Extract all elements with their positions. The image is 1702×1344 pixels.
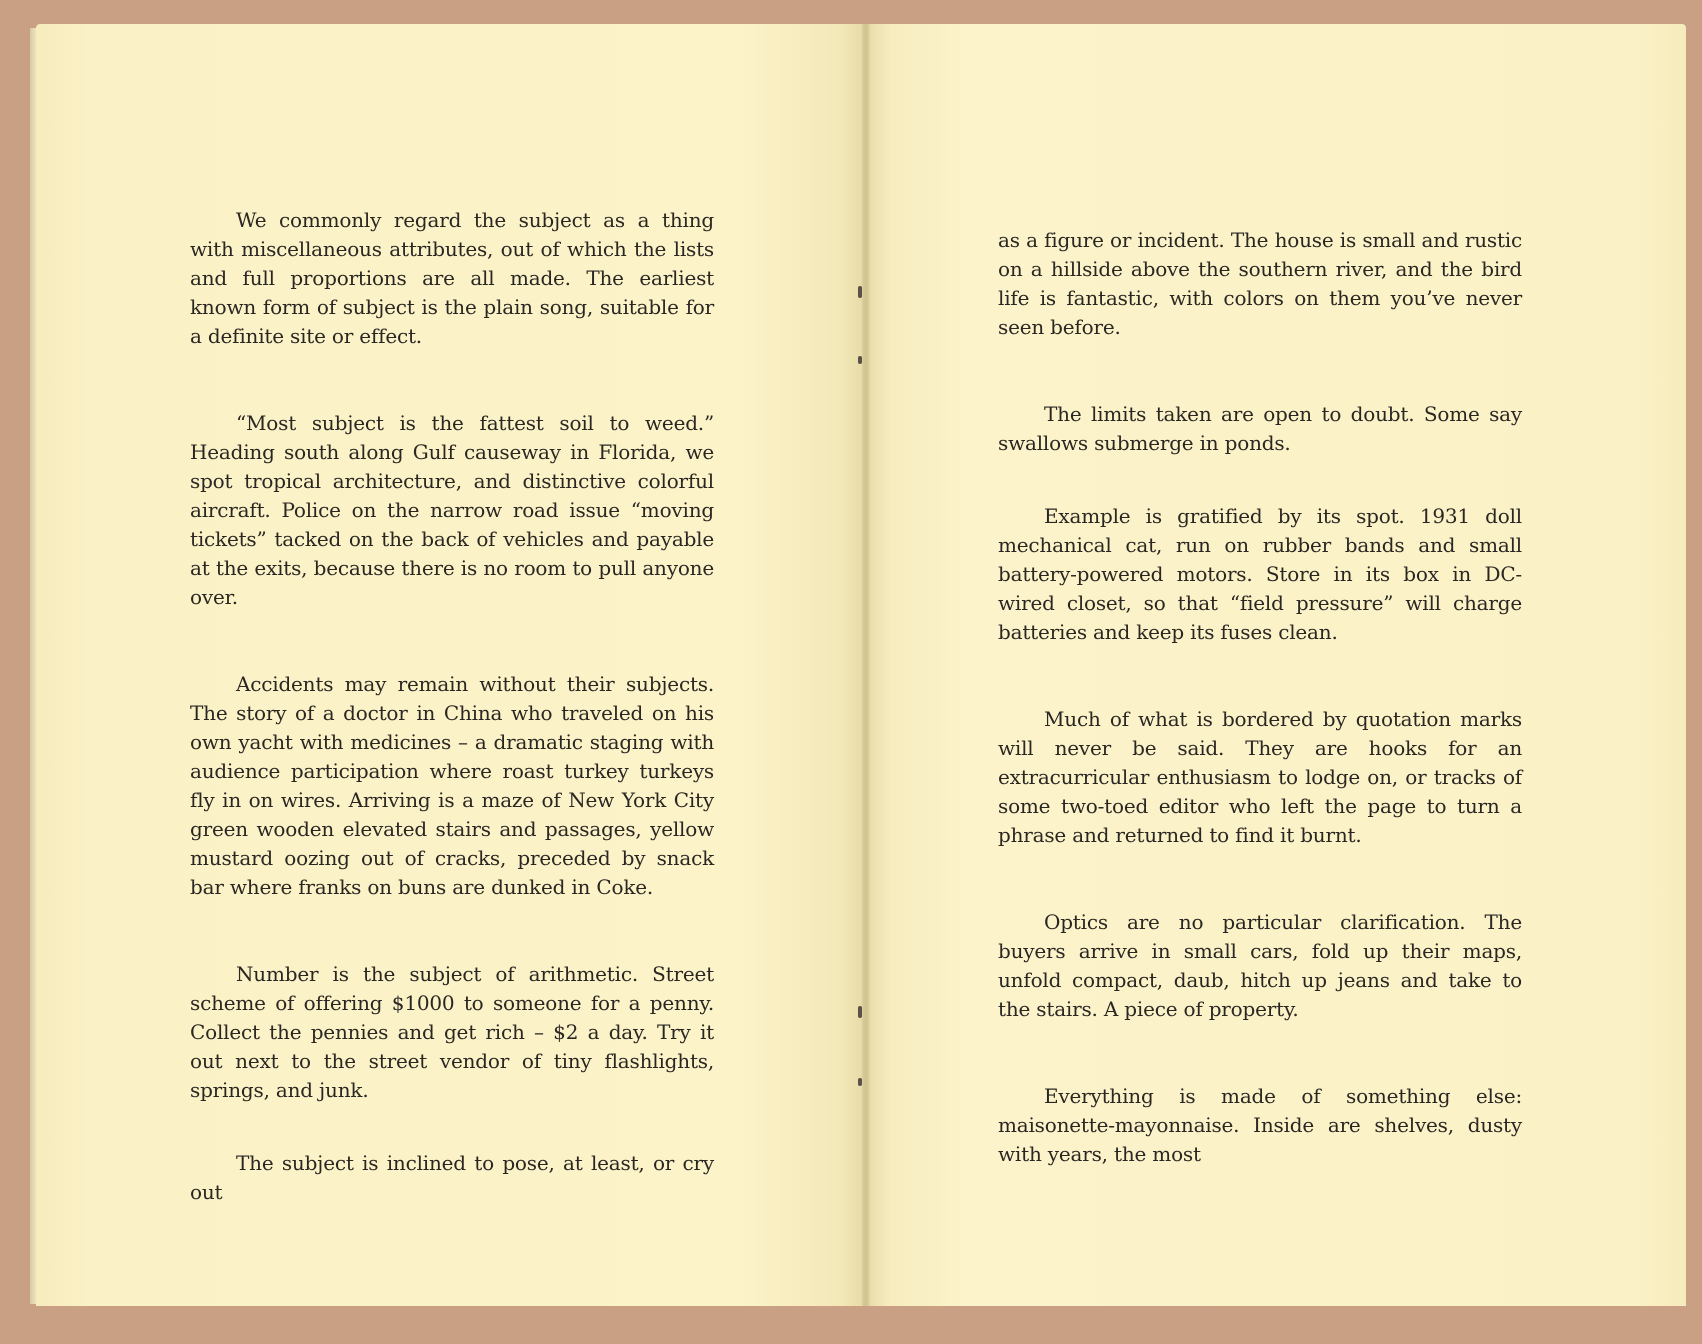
right-page-text bbox=[998, 226, 1522, 1169]
paragraph: Number is the subject of arithmetic. Street scheme of offering $1000 to someone for a penny. Collect the pennies and get rich – $2 a day. Try it out next to the street vendor of tiny flashlights, springs, and junk. bbox=[190, 962, 714, 1102]
paragraph: Optics are no particular clarification. The buyers arrive in small cars, fold up their maps, unfold compact, daub, hitch up jeans and take to the stairs. A piece of property. bbox=[998, 910, 1522, 1021]
left-page-text bbox=[190, 206, 714, 1207]
paragraph: Much of what is bordered by quotation marks will never be said. They are hooks for an extracurricular enthusiasm to lodge on, or tracks of some two-toed editor who left the page to turn a phrase and returned to find it burnt. bbox=[998, 707, 1522, 847]
paragraph: “Most subject is the fattest soil to weed.” Heading south along Gulf causeway in Florida, we spot tropical architecture, and distinctive colorful aircraft. Police on the narrow road issue “moving tickets” tacked on the back of vehicles and payable at the exits, because there is no room to pull anyone over. bbox=[190, 411, 714, 609]
paragraph: The subject is inclined to pose, at least, or cry out bbox=[190, 1151, 714, 1204]
paragraph: Accidents may remain without their subjects. The story of a doctor in China who traveled on his own yacht with medicines – a dramatic staging with audience participation where roast turkey turkeys fly in on wires. Arriving is a maze of New York City green wooden elevated stairs and passages, yellow mustard oozing out of cracks, preceded by snack bar where franks on buns are dunked in Coke. bbox=[190, 672, 714, 899]
book-gutter bbox=[862, 24, 870, 1306]
paragraph: The limits taken are open to doubt. Some say swallows submerge in ponds. bbox=[998, 402, 1522, 455]
binding-stitch bbox=[858, 356, 862, 364]
binding-stitch bbox=[858, 1006, 862, 1018]
binding-stitch bbox=[858, 1078, 862, 1086]
paragraph: Example is gratified by its spot. 1931 doll mechanical cat, run on rubber bands and small battery-powered motors. Store in its box in DC-wired closet, so that “field pressure” will charge batteries and keep its fuses clean. bbox=[998, 504, 1522, 644]
paragraph: Everything is made of something else: maisonette-mayonnaise. Inside are shelves, dusty with years, the most bbox=[998, 1084, 1522, 1166]
paragraph: We commonly regard the subject as a thing with miscellaneous attributes, out of which the lists and full proportions are all made. The earliest known form of subject is the plain song, suitable for a definite site or effect. bbox=[190, 208, 714, 348]
binding-stitch bbox=[858, 286, 862, 298]
paragraph: as a figure or incident. The house is small and rustic on a hillside above the southern river, and the bird life is fantastic, with colors on them you’ve never seen before. bbox=[998, 228, 1522, 339]
